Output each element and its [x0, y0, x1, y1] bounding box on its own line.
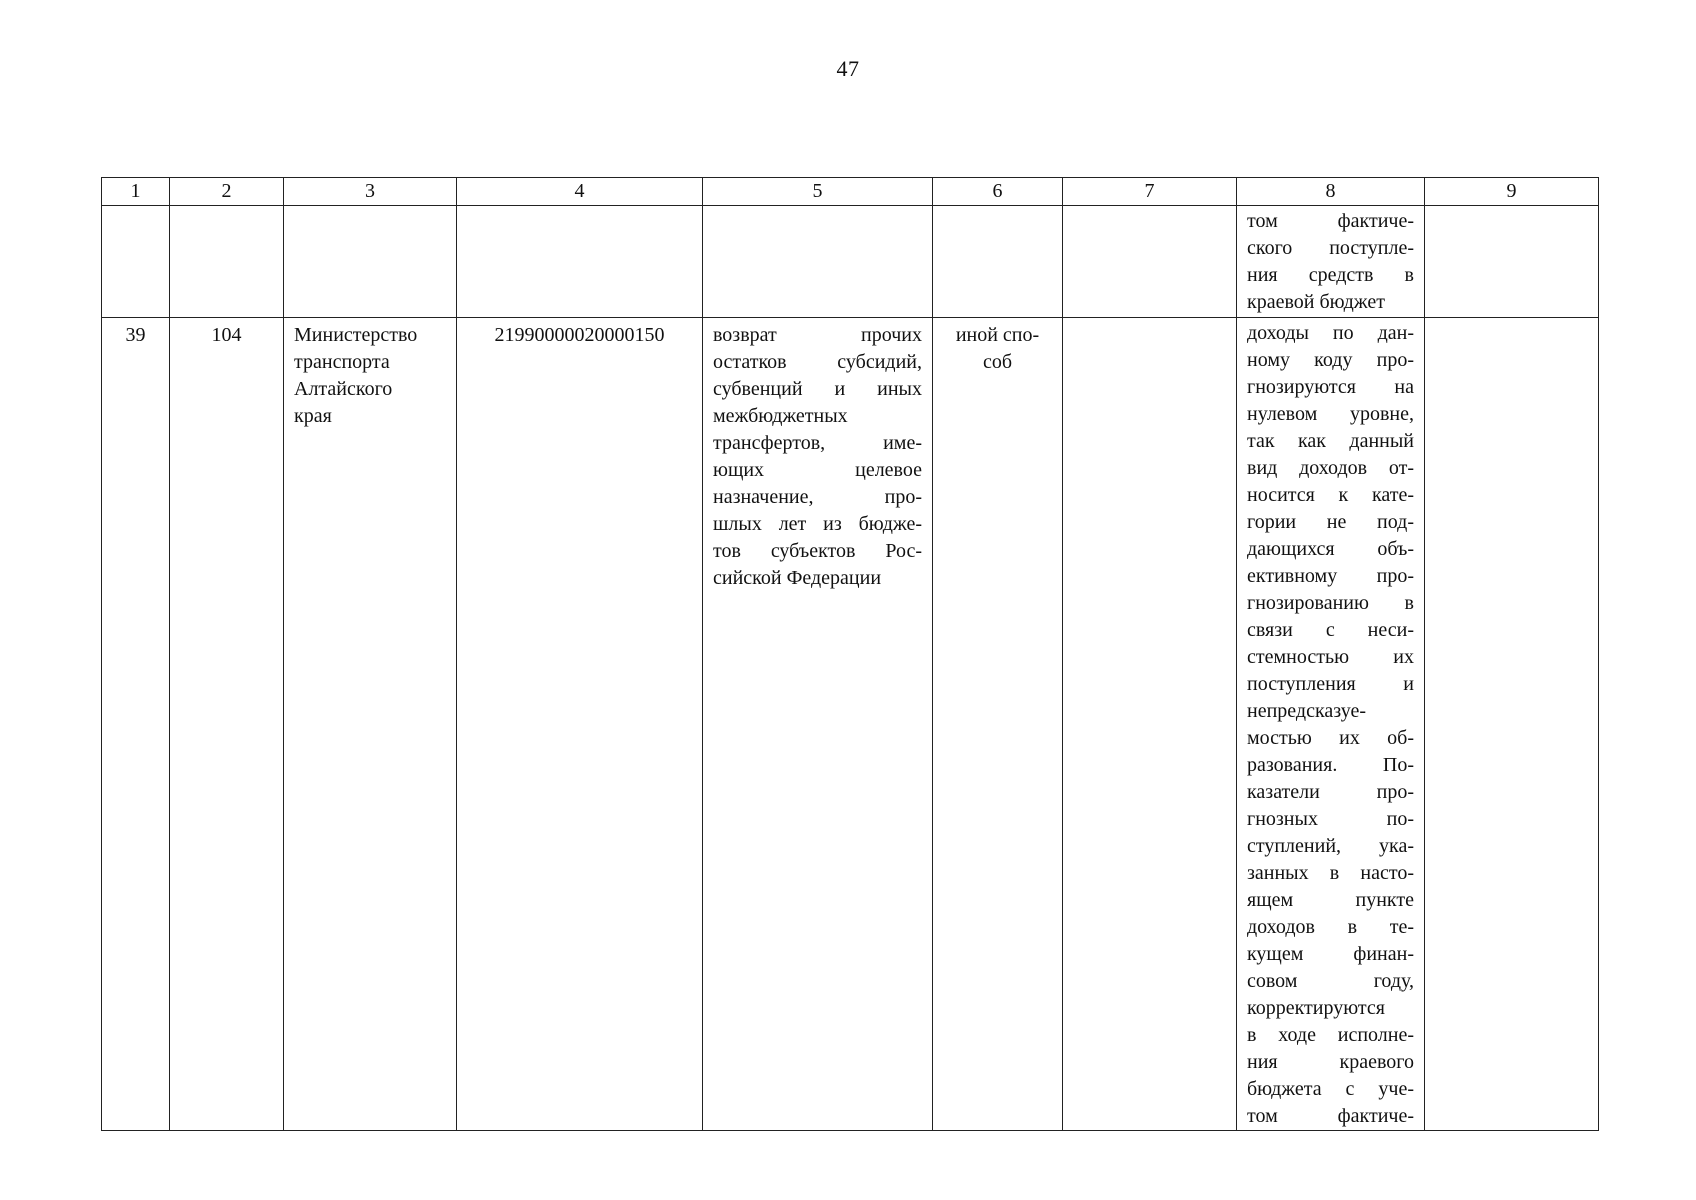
text-line: транспорта — [294, 351, 390, 373]
text-line: субвенций и иных — [713, 378, 922, 400]
text-line: тов субъектов Рос- — [713, 540, 922, 562]
admin-code-cell — [170, 318, 284, 1131]
budget-revenue-table — [101, 177, 1599, 1131]
column-header-3: 3 — [284, 178, 457, 206]
text-line: нулевом уровне, — [1247, 403, 1414, 425]
text-line: иной спо- — [955, 324, 1040, 346]
text-line: ящем пункте — [1247, 889, 1414, 911]
text-line: непредсказуе- — [1247, 700, 1366, 722]
cell-empty — [1425, 206, 1599, 318]
administrator-name-cell — [284, 318, 457, 1131]
cell-empty — [933, 206, 1063, 318]
admin-code: 104 — [211, 324, 242, 346]
text-line: доходов в те- — [1247, 916, 1414, 938]
text-line: назначение, про- — [713, 486, 922, 508]
text-line: ния краевого — [1247, 1051, 1414, 1073]
text-line: мостью их об- — [1247, 727, 1414, 749]
text-line: ния средств в — [1247, 264, 1414, 286]
text-line: бюджета с уче- — [1247, 1078, 1414, 1100]
text-line: так как данный — [1247, 430, 1414, 452]
text-line: связи с неси- — [1247, 619, 1414, 641]
text-line: трансфертов, име- — [713, 432, 922, 454]
column-header-1: 1 — [102, 178, 170, 206]
text-line: казатели про- — [1247, 781, 1414, 803]
formula-text — [1063, 318, 1236, 322]
text-line: ского поступле- — [1247, 237, 1414, 259]
row-number-cell — [102, 318, 170, 1131]
page-number: 47 — [836, 56, 860, 81]
text-line: возврат прочих — [713, 324, 922, 346]
budget-classification-code-cell — [457, 318, 703, 1131]
budget-classification-code: 21990000020000150 — [494, 324, 665, 346]
column-number-header-row — [102, 178, 1599, 206]
cell-empty — [457, 206, 703, 318]
text-line: кущем финан- — [1247, 943, 1414, 965]
column-header-7: 7 — [1063, 178, 1237, 206]
text-line: совом году, — [1247, 970, 1414, 992]
text-line: гнозных по- — [1247, 808, 1414, 830]
text-line: ступлений, ука- — [1247, 835, 1414, 857]
column-header-9: 9 — [1425, 178, 1599, 206]
text-line: гории не под- — [1247, 511, 1414, 533]
text-line: стемностью их — [1247, 646, 1414, 668]
cell-empty — [170, 206, 284, 318]
text-line: занных в насто- — [1247, 862, 1414, 884]
text-line: ному коду про- — [1247, 349, 1414, 371]
row-number: 39 — [125, 324, 146, 346]
revenue-name-cell — [703, 318, 933, 1131]
text-line: шлых лет из бюдже- — [713, 513, 922, 535]
cell-empty — [703, 206, 933, 318]
column-header-5: 5 — [703, 178, 933, 206]
forecast-method-cell — [933, 318, 1063, 1131]
text-line: краевой бюджет — [1247, 291, 1385, 313]
continuation-row — [102, 206, 1599, 318]
text-line: в ходе исполне- — [1247, 1024, 1414, 1046]
continuation-calc-method-cell — [1237, 206, 1425, 318]
note-text — [1425, 318, 1598, 322]
text-line: Алтайского — [294, 378, 393, 400]
text-line: межбюджетных — [713, 405, 848, 427]
text-line: поступления и — [1247, 673, 1414, 695]
text-line: доходы по дан- — [1247, 322, 1414, 344]
calc-method-description-cell — [1237, 318, 1425, 1131]
table-row-39 — [102, 318, 1599, 1131]
column-header-8: 8 — [1237, 178, 1425, 206]
text-line: края — [294, 405, 332, 427]
cell-empty — [102, 206, 170, 318]
text-line: остатков субсидий, — [713, 351, 922, 373]
formula-cell — [1063, 318, 1237, 1131]
text-line: гнозируются на — [1247, 376, 1414, 398]
text-line: дающихся объ- — [1247, 538, 1414, 560]
column-header-6: 6 — [933, 178, 1063, 206]
text-line: том фактиче- — [1247, 1105, 1414, 1127]
text-line: гнозированию в — [1247, 592, 1414, 614]
cell-empty — [284, 206, 457, 318]
text-line: том фактиче- — [1247, 210, 1414, 232]
note-cell — [1425, 318, 1599, 1131]
column-header-2: 2 — [170, 178, 284, 206]
text-line: корректируются — [1247, 997, 1385, 1019]
text-line: ективному про- — [1247, 565, 1414, 587]
text-line: вид доходов от- — [1247, 457, 1414, 479]
text-line: ющих целевое — [713, 459, 922, 481]
text-line: Министерство — [294, 324, 418, 346]
text-line: разования. По- — [1247, 754, 1414, 776]
cell-empty — [1063, 206, 1237, 318]
text-line: соб — [982, 351, 1013, 373]
text-line: сийской Федерации — [713, 567, 882, 589]
text-line: носится к кате- — [1247, 484, 1414, 506]
column-header-4: 4 — [457, 178, 703, 206]
